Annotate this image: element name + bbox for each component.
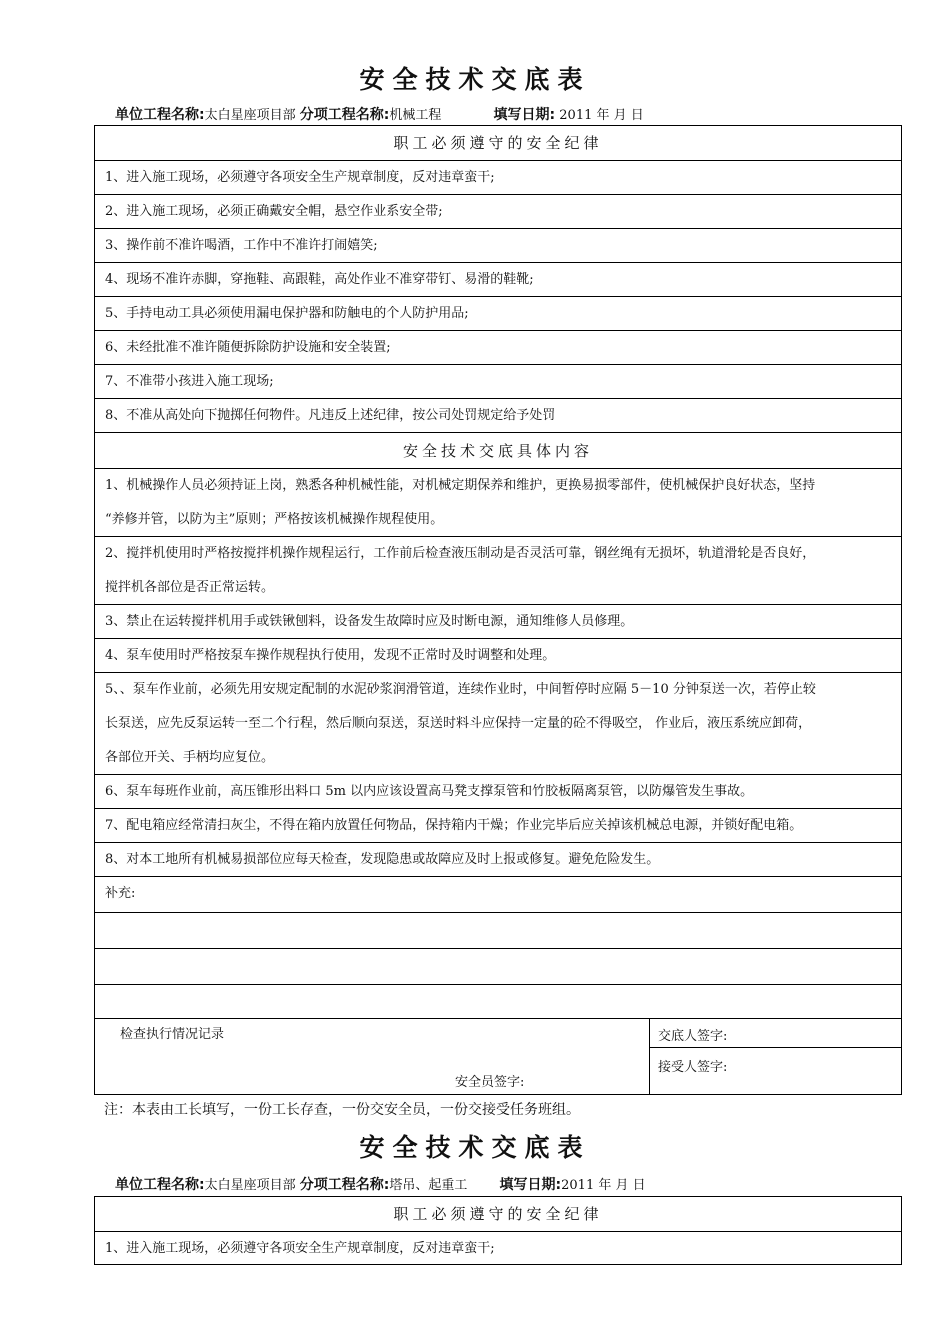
content-item: 6、泵车每班作业前，高压锥形出料口 5m 以内应该设置高马凳支撑泵管和竹胶板隔离泵管，以防爆管发生事故。 (95, 774, 901, 808)
content-item: 1、机械操作人员必须持证上岗，熟悉各种机械性能，对机械定期保养和维护，更换易损零部件，使机械保护良好状态，坚持 “养修并管，以防为主”原则；严格按该机械操作规程使用。 (95, 468, 901, 536)
content-item: 3、禁止在运转搅拌机用手或铁锹刨料，设备发生故障时应及时断电源，通知维修人员修理。 (95, 604, 901, 638)
content-item: 2、搅拌机使用时严格按搅拌机操作规程运行，工作前后检查液压制动是否灵活可靠，钢丝绳有无损坏，轨道滑轮是否良好， 搅拌机各部位是否正常运转。 (95, 536, 901, 604)
supplement-line[interactable] (95, 948, 901, 984)
sub-value: 塔吊、起重工 (389, 1178, 468, 1193)
content-item: 8、对本工地所有机械易损部位应每天检查，发现隐患或故障应及时上报或修复。避免危险发生。 (95, 842, 901, 876)
date-value: 2011 年 月 日 (561, 1178, 646, 1193)
date-label: 填写日期: (493, 107, 556, 123)
discipline-item: 6、未经批准不准许随便拆除防护设施和安全装置; (95, 330, 901, 364)
content-item: 7、配电箱应经常清扫灰尘，不得在箱内放置任何物品，保持箱内干燥；作业完毕后应关掉该机械总电源，并锁好配电箱。 (95, 808, 901, 842)
discipline-item: 3、操作前不准许喝酒，工作中不准许打闹嬉笑; (95, 228, 901, 262)
page-title: 安全技术交底表 (359, 65, 591, 94)
inspection-cell[interactable] (95, 1018, 650, 1094)
unit-value: 太白星座项目部 (204, 1178, 296, 1193)
signature-cell (650, 1018, 901, 1094)
discipline-item: 1、进入施工现场，必须遵守各项安全生产规章制度，反对违章蛮干; (95, 1231, 901, 1265)
unit-value: 太白星座项目部 (204, 108, 296, 123)
date-value: 2011 年 月 日 (559, 108, 644, 123)
safety-officer-signature: 安全员签字: (455, 1075, 525, 1090)
discipline-item: 4、现场不准许赤脚，穿拖鞋、高跟鞋，高处作业不准穿带钉、易滑的鞋靴; (95, 262, 901, 296)
discipline-header: 职工必须遵守的安全纪律 (393, 1205, 603, 1223)
discipline-item: 8、不准从高处向下抛掷任何物件。凡违反上述纪律，按公司处罚规定给予处罚 (95, 398, 901, 432)
sub-label: 分项工程名称: (299, 1177, 390, 1193)
discipline-header: 职工必须遵守的安全纪律 (393, 134, 603, 152)
sub-value: 机械工程 (389, 108, 442, 123)
page-title-2: 安全技术交底表 (359, 1133, 591, 1162)
supplement-line[interactable] (95, 984, 901, 1018)
content-item: 4、泵车使用时严格按泵车操作规程执行使用，发现不正常时及时调整和处理。 (95, 638, 901, 672)
receiver-signature[interactable]: 接受人签字: (650, 1047, 901, 1096)
giver-signature[interactable]: 交底人签字: (658, 1029, 728, 1044)
discipline-item: 5、手持电动工具必须使用漏电保护器和防触电的个人防护用品; (95, 296, 901, 330)
form-table-2 (94, 1196, 902, 1265)
form-note: 注：本表由工长填写，一份工长存查，一份交安全员，一份交接受任务班组。 (104, 1102, 580, 1118)
form-meta (115, 104, 644, 124)
content-header: 安全技术交底具体内容 (95, 432, 901, 468)
supplement-label: 补充: (95, 876, 901, 912)
inspection-label: 检查执行情况记录 (120, 1027, 225, 1042)
discipline-item: 1、进入施工现场，必须遵守各项安全生产规章制度，反对违章蛮干; (95, 160, 901, 194)
unit-label: 单位工程名称: (115, 1177, 205, 1193)
discipline-item: 7、不准带小孩进入施工现场; (95, 364, 901, 398)
content-item: 5、、泵车作业前，必须先用安规定配制的水泥砂浆润滑管道，连续作业时，中间暂停时应隔 5－10 分钟泵送一次，若停止较 长泵送，应先反泵运转一至二个行程，然后顺向泵送，泵送时料斗应保持一定量的砼不得吸空， 作业后，液压系统应卸荷， 各部位开关、手柄均应复位。 (95, 672, 901, 774)
supplement-line[interactable] (95, 912, 901, 948)
form-table (94, 125, 902, 1095)
unit-label: 单位工程名称: (115, 107, 205, 123)
date-label: 填写日期: (499, 1177, 562, 1193)
sub-label: 分项工程名称: (299, 107, 390, 123)
form-meta-2 (115, 1174, 646, 1194)
discipline-item: 2、进入施工现场，必须正确戴安全帽，悬空作业系安全带; (95, 194, 901, 228)
